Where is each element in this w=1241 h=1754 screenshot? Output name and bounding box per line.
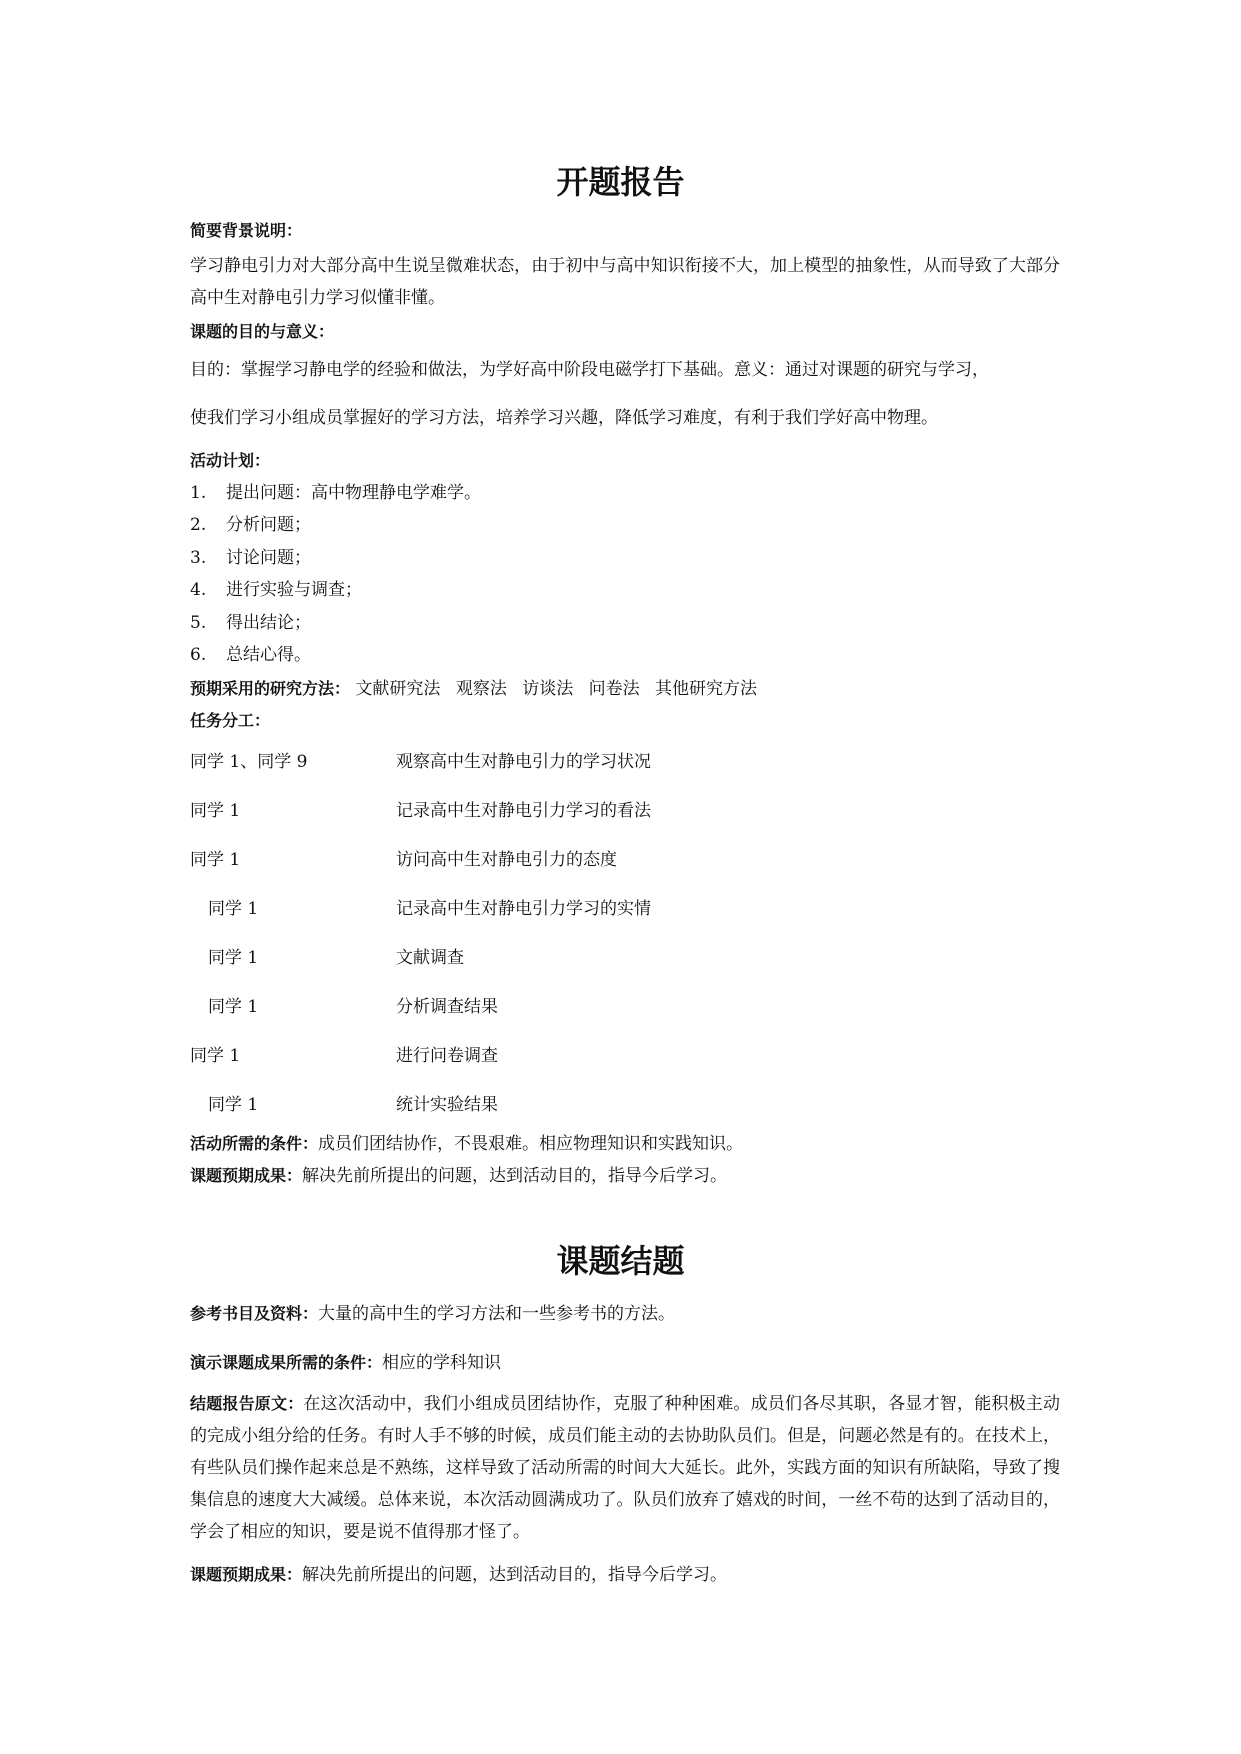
task-description: 记录高中生对静电引力学习的实情 [396,899,651,919]
plan-item-text: 得出结论； [226,613,311,633]
purpose-line-1: 目的：掌握学习静电学的经验和做法，为学好高中阶段电磁学打下基础。意义：通过对课题的研究与学习， [190,360,989,380]
conclusion-expected-line [190,1567,727,1584]
task-member: 同学 1 [190,1046,241,1066]
task-member: 同学 1 [208,899,259,919]
plan-item [190,647,311,664]
plan-item-text: 提出问题：高中物理静电学难学。 [226,483,481,503]
task-description: 访问高中生对静电引力的态度 [396,850,617,870]
references-label: 参考书目及资料： [190,1304,319,1323]
plan-item-text: 进行实验与调查； [226,580,362,600]
task-member: 同学 1 [190,850,241,870]
conditions-label: 活动所需的条件： [190,1134,319,1153]
demo-text: 相应的学科知识 [382,1353,502,1373]
method-item: 文献研究法 [355,679,441,699]
plan-item-number: 1. [190,483,207,503]
method-item: 问卷法 [588,679,640,699]
report-title: 开题报告 [556,163,685,201]
plan-item-number: 2. [190,515,207,535]
task-member: 同学 1、同学 9 [190,752,308,772]
task-description: 观察高中生对静电引力的学习状况 [396,752,651,772]
purpose-heading: 课题的目的与意义： [190,322,335,341]
task-member: 同学 1 [208,948,259,968]
plan-item-number: 5. [190,613,207,633]
plan-item [190,582,362,599]
task-member: 同学 1 [190,801,241,821]
task-description: 统计实验结果 [396,1095,498,1115]
method-item: 访谈法 [522,679,574,699]
method-item: 观察法 [455,679,507,699]
references-text: 大量的高中生的学习方法和一些参考书的方法。 [318,1304,676,1324]
plan-item-number: 4. [190,580,207,600]
plan-item-text: 讨论问题； [226,548,311,568]
method-item: 其他研究方法 [655,679,758,699]
task-description: 分析调查结果 [396,997,498,1017]
plan-item [190,550,311,567]
demo-label: 演示课题成果所需的条件： [190,1353,383,1372]
task-description: 文献调查 [396,948,464,968]
expected-label: 课题预期成果： [190,1166,303,1185]
original-text: 在这次活动中，我们小组成员团结协作，克服了种种困难。成员们各尽其职，各显才智，能积极主动的完成小组分给的任务。有时人手不够的时候，成员们能主动的去协助队员们。但是，问题必然是有的。在技术上，有些队员们操作起来总是不熟练，这样导致了活动所需的时间大大延长。此外，实践方面的知识有所缺陷，导致了搜集信息的速度大大减缓。总体来说，本次活动圆满成功了。队员们放弃了嬉戏的时间，一丝不苟的达到了活动目的，学会了相应的知识，要是说不值得那才怪了。 [190,1394,1060,1542]
plan-item-text: 总结心得。 [226,645,311,665]
conditions-text: 成员们团结协作，不畏艰难。相应物理知识和实践知识。 [318,1134,744,1154]
original-report [190,1388,1060,1548]
background-heading: 简要背景说明： [190,221,303,240]
references-line [190,1306,675,1323]
original-label: 结题报告原文： [190,1394,304,1413]
plan-item-number: 3. [190,548,207,568]
methods-heading: 预期采用的研究方法： [190,679,351,698]
plan-heading: 活动计划： [190,451,271,470]
conclusion-expected-label: 课题预期成果： [190,1565,303,1584]
purpose-line-2: 使我们学习小组成员掌握好的学习方法，培养学习兴趣，降低学习难度，有利于我们学好高中物理。 [190,408,938,428]
conditions-line [190,1136,743,1153]
plan-item [190,517,311,534]
tasks-heading: 任务分工： [190,711,271,730]
background-text: 学习静电引力对大部分高中生说呈微难状态，由于初中与高中知识衔接不大，加上模型的抽象性，从而导致了大部分高中生对静电引力学习似懂非懂。 [190,256,1060,308]
expected-text: 解决先前所提出的问题，达到活动目的，指导今后学习。 [302,1166,728,1186]
plan-item [190,615,311,632]
task-description: 记录高中生对静电引力学习的看法 [396,801,651,821]
conclusion-expected-text: 解决先前所提出的问题，达到活动目的，指导今后学习。 [302,1565,728,1585]
expected-line [190,1168,727,1185]
methods-line [190,681,757,698]
demo-line [190,1355,501,1372]
task-member: 同学 1 [208,1095,259,1115]
task-member: 同学 1 [208,997,259,1017]
task-description: 进行问卷调查 [396,1046,498,1066]
conclusion-title: 课题结题 [556,1242,685,1280]
plan-item-number: 6. [190,645,207,665]
plan-item [190,485,481,502]
plan-item-text: 分析问题； [226,515,311,535]
